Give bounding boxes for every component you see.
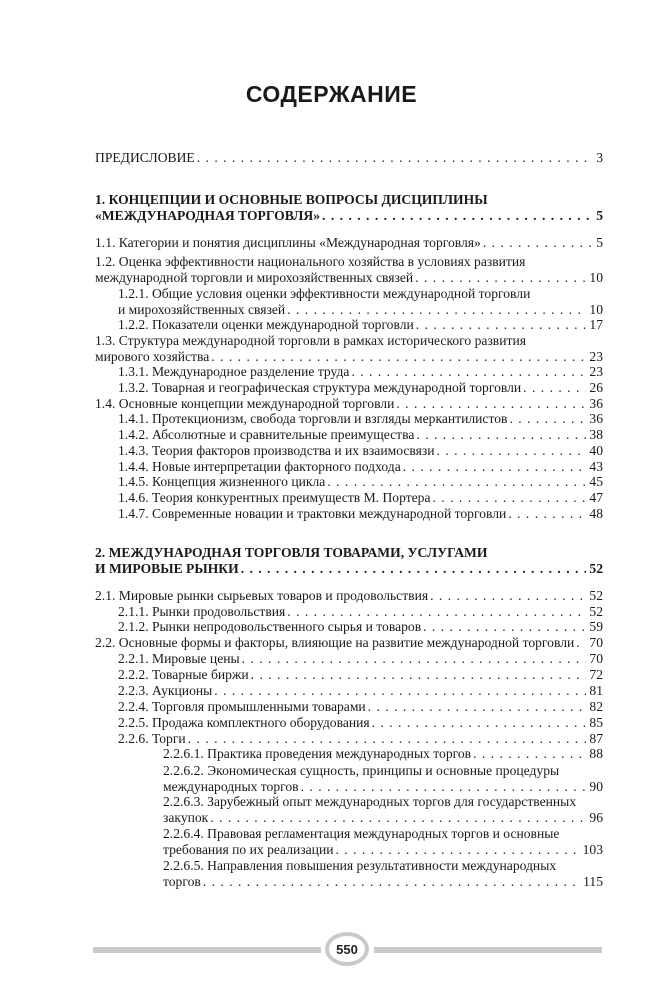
- toc-entry-chapter-2[interactable]: 2. МЕЖДУНАРОДНАЯ ТОРГОВЛЯ ТОВАРАМИ, УСЛУГАМИ И МИРОВЫЕ РЫНКИ . . . 52: [95, 545, 603, 577]
- toc-entry-1-4-6[interactable]: 1.4.6. Теория конкурентных преимуществ М. Портера . . . 47: [118, 490, 603, 506]
- toc-entry-1-4-7[interactable]: 1.4.7. Современные новации и трактовки международной торговли . . . 48: [118, 506, 603, 522]
- toc-entry-2-2-6-1[interactable]: 2.2.6.1. Практика проведения международных торгов . . . 88: [163, 746, 603, 762]
- toc-entry-1-1[interactable]: 1.1. Категории и понятия дисциплины «Международная торговля» . . . 5: [95, 235, 603, 251]
- toc-entry-2-1-1[interactable]: 2.1.1. Рынки продовольствия . . . 52: [118, 604, 603, 620]
- toc-entry-1-3-1[interactable]: 1.3.1. Международное разделение труда . . . 23: [118, 364, 603, 380]
- toc-entry-2-2-3[interactable]: 2.2.3. Аукционы . . . 81: [118, 683, 603, 699]
- page-number: 550: [325, 932, 369, 966]
- toc-entry-1-4[interactable]: 1.4. Основные концепции международной торговли . . . 36: [95, 396, 603, 412]
- toc-entry-preface[interactable]: ПРЕДИСЛОВИЕ . . . 3: [95, 150, 603, 166]
- toc-entry-2-1-2[interactable]: 2.1.2. Рынки непродовольственного сырья и товаров . . . 59: [118, 619, 603, 635]
- toc-entry-1-2[interactable]: 1.2. Оценка эффективности национального хозяйства в условиях развития международной торговли и мирохозяйственных связей . . . 10: [95, 254, 603, 286]
- footer-rule-right: [374, 947, 602, 953]
- toc-entry-2-2[interactable]: 2.2. Основные формы и факторы, влияющие на развитие международной торговли . . . 70: [95, 635, 603, 651]
- toc-entry-1-4-3[interactable]: 1.4.3. Теория факторов производства и их взаимосвязи . . . 40: [118, 443, 603, 459]
- toc-entry-2-2-6-2[interactable]: 2.2.6.2. Экономическая сущность, принципы и основные процедуры международных торгов . . . 90: [163, 763, 603, 795]
- toc-entry-1-4-4[interactable]: 1.4.4. Новые интерпретации факторного подхода . . . 43: [118, 459, 603, 475]
- toc-entry-1-4-5[interactable]: 1.4.5. Концепция жизненного цикла . . . 45: [118, 474, 603, 490]
- footer-rule-left: [93, 947, 321, 953]
- toc-entry-2-2-6-3[interactable]: 2.2.6.3. Зарубежный опыт международных торгов для государственных закупок . . . 96: [163, 794, 603, 826]
- toc-entry-1-4-2[interactable]: 1.4.2. Абсолютные и сравнительные преимущества . . . 38: [118, 427, 603, 443]
- toc-entry-2-2-1[interactable]: 2.2.1. Мировые цены . . . 70: [118, 651, 603, 667]
- toc-entry-2-2-4[interactable]: 2.2.4. Торговля промышленными товарами . . . 82: [118, 699, 603, 715]
- toc-entry-1-4-1[interactable]: 1.4.1. Протекционизм, свобода торговли и взгляды меркантилистов . . . 36: [118, 411, 603, 427]
- toc-entry-1-2-2[interactable]: 1.2.2. Показатели оценки международной торговли . . . 17: [118, 317, 603, 333]
- toc-entry-chapter-1[interactable]: 1. КОНЦЕПЦИИ И ОСНОВНЫЕ ВОПРОСЫ ДИСЦИПЛИНЫ «МЕЖДУНАРОДНАЯ ТОРГОВЛЯ» . . . 5: [95, 192, 603, 224]
- toc-entry-2-2-6-4[interactable]: 2.2.6.4. Правовая регламентация международных торгов и основные требования по их реализации . . . 103: [163, 826, 603, 858]
- toc-entry-2-2-6-5[interactable]: 2.2.6.5. Направления повышения результативности международных торгов . . . 115: [163, 858, 603, 890]
- toc-entry-1-2-1[interactable]: 1.2.1. Общие условия оценки эффективности международной торговли и мирохозяйственных связей . . . 10: [118, 286, 603, 318]
- toc-entry-2-2-6[interactable]: 2.2.6. Торги . . . 87: [118, 731, 603, 747]
- page-title: СОДЕРЖАНИЕ: [245, 81, 418, 107]
- toc-entry-1-3[interactable]: 1.3. Структура международной торговли в рамках исторического развития мирового хозяйства . . . 23: [95, 333, 603, 365]
- toc-entry-2-2-5[interactable]: 2.2.5. Продажа комплектного оборудования . . . 85: [118, 715, 603, 731]
- toc-entry-2-1[interactable]: 2.1. Мировые рынки сырьевых товаров и продовольствия . . . 52: [95, 588, 603, 604]
- toc-entry-1-3-2[interactable]: 1.3.2. Товарная и географическая структура международной торговли . . . 26: [118, 380, 603, 396]
- toc-entry-2-2-2[interactable]: 2.2.2. Товарные биржи . . . 72: [118, 667, 603, 683]
